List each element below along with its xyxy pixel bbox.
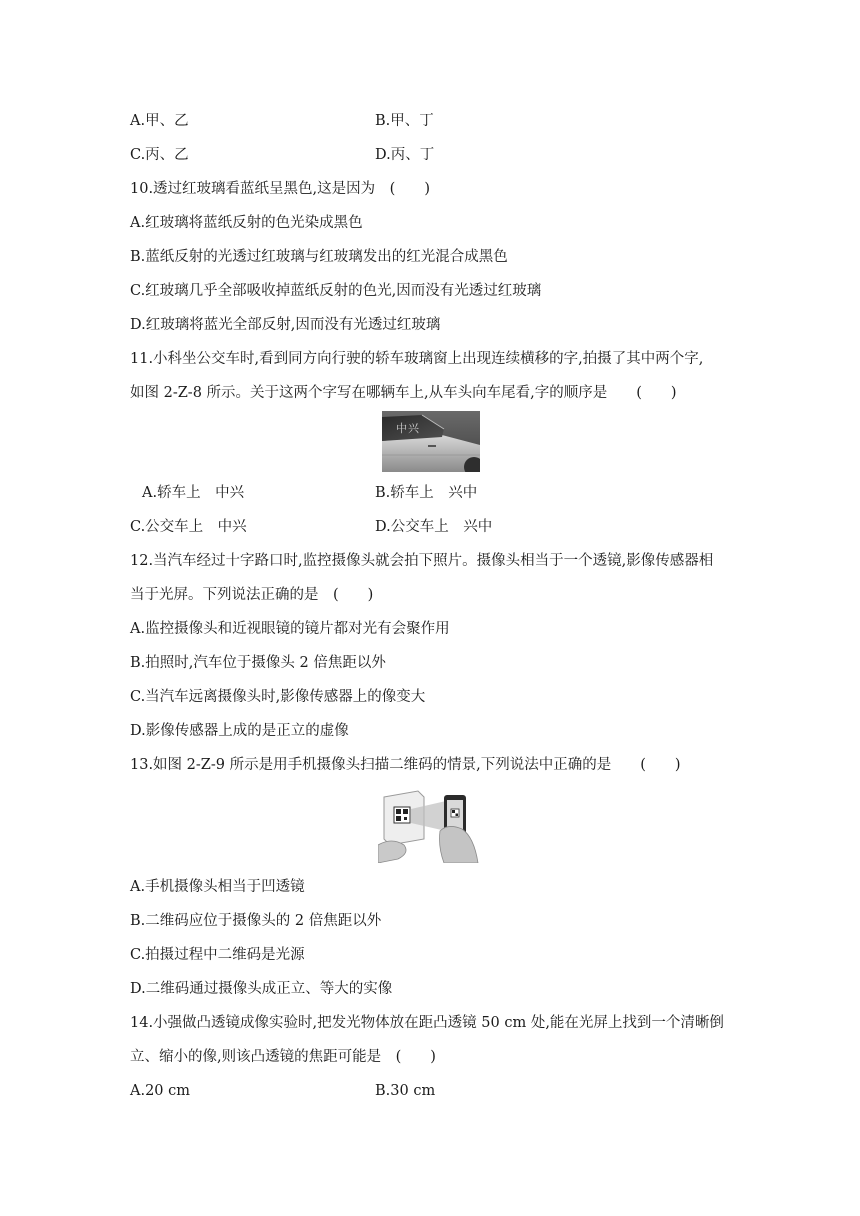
q11-option-a: A.轿车上 中兴 [142, 485, 245, 501]
q14-option-a: A.20 cm [130, 1083, 191, 1099]
q13-stem: 13.如图 2-Z-9 所示是用手机摄像头扫描二维码的情景,下列说法中正确的是 ( ) [130, 757, 681, 773]
q10-stem: 10.透过红玻璃看蓝纸呈黑色,这是因为 ( ) [130, 181, 430, 197]
q12-stem-line2: 当于光屏。下列说法正确的是 ( ) [130, 587, 374, 603]
q12-option-b: B.拍照时,汽车位于摄像头 2 倍焦距以外 [130, 655, 386, 671]
q13-option-b: B.二维码应位于摄像头的 2 倍焦距以外 [130, 913, 382, 929]
q9-option-b: B.甲、丁 [375, 113, 434, 129]
q11-stem-line2: 如图 2-Z-8 所示。关于这两个字写在哪辆车上,从车头向车尾看,字的顺序是 ( ) [130, 385, 677, 401]
q10-option-a: A.红玻璃将蓝纸反射的色光染成黑色 [130, 215, 363, 231]
qr-scan-illustration [378, 787, 482, 863]
q13-option-c: C.拍摄过程中二维码是光源 [130, 947, 305, 963]
q13-option-d: D.二维码通过摄像头成正立、等大的实像 [130, 981, 393, 997]
q10-option-c: C.红玻璃几乎全部吸收掉蓝纸反射的色光,因而没有光透过红玻璃 [130, 283, 542, 299]
q14-stem-line2: 立、缩小的像,则该凸透镜的焦距可能是 ( ) [130, 1049, 436, 1065]
q11-stem-line1: 11.小科坐公交车时,看到同方向行驶的轿车玻璃窗上出现连续横移的字,拍摄了其中两个字, [130, 351, 704, 367]
q11-option-b: B.轿车上 兴中 [375, 485, 478, 501]
car-window-figure [382, 411, 480, 472]
q13-option-a: A.手机摄像头相当于凹透镜 [130, 879, 305, 895]
q12-option-d: D.影像传感器上成的是正立的虚像 [130, 723, 349, 739]
q11-option-d: D.公交车上 兴中 [375, 519, 493, 535]
q9-option-c: C.丙、乙 [130, 147, 189, 163]
q14-option-b: B.30 cm [375, 1083, 436, 1099]
q14-stem-line1: 14.小强做凸透镜成像实验时,把发光物体放在距凸透镜 50 cm 处,能在光屏上找到一个清晰倒 [130, 1015, 724, 1031]
qr-scan-figure [378, 787, 482, 863]
window-characters: 中兴 [396, 422, 420, 435]
q9-option-a: A.甲、乙 [130, 113, 189, 129]
q12-stem-line1: 12.当汽车经过十字路口时,监控摄像头就会拍下照片。摄像头相当于一个透镜,影像传感器相 [130, 553, 714, 569]
q9-option-d: D.丙、丁 [375, 147, 435, 163]
q12-option-a: A.监控摄像头和近视眼镜的镜片都对光有会聚作用 [130, 621, 450, 637]
q10-option-d: D.红玻璃将蓝光全部反射,因而没有光透过红玻璃 [130, 317, 441, 333]
q11-option-c: C.公交车上 中兴 [130, 519, 247, 535]
q12-option-c: C.当汽车远离摄像头时,影像传感器上的像变大 [130, 689, 426, 705]
q10-option-b: B.蓝纸反射的光透过红玻璃与红玻璃发出的红光混合成黑色 [130, 249, 508, 265]
